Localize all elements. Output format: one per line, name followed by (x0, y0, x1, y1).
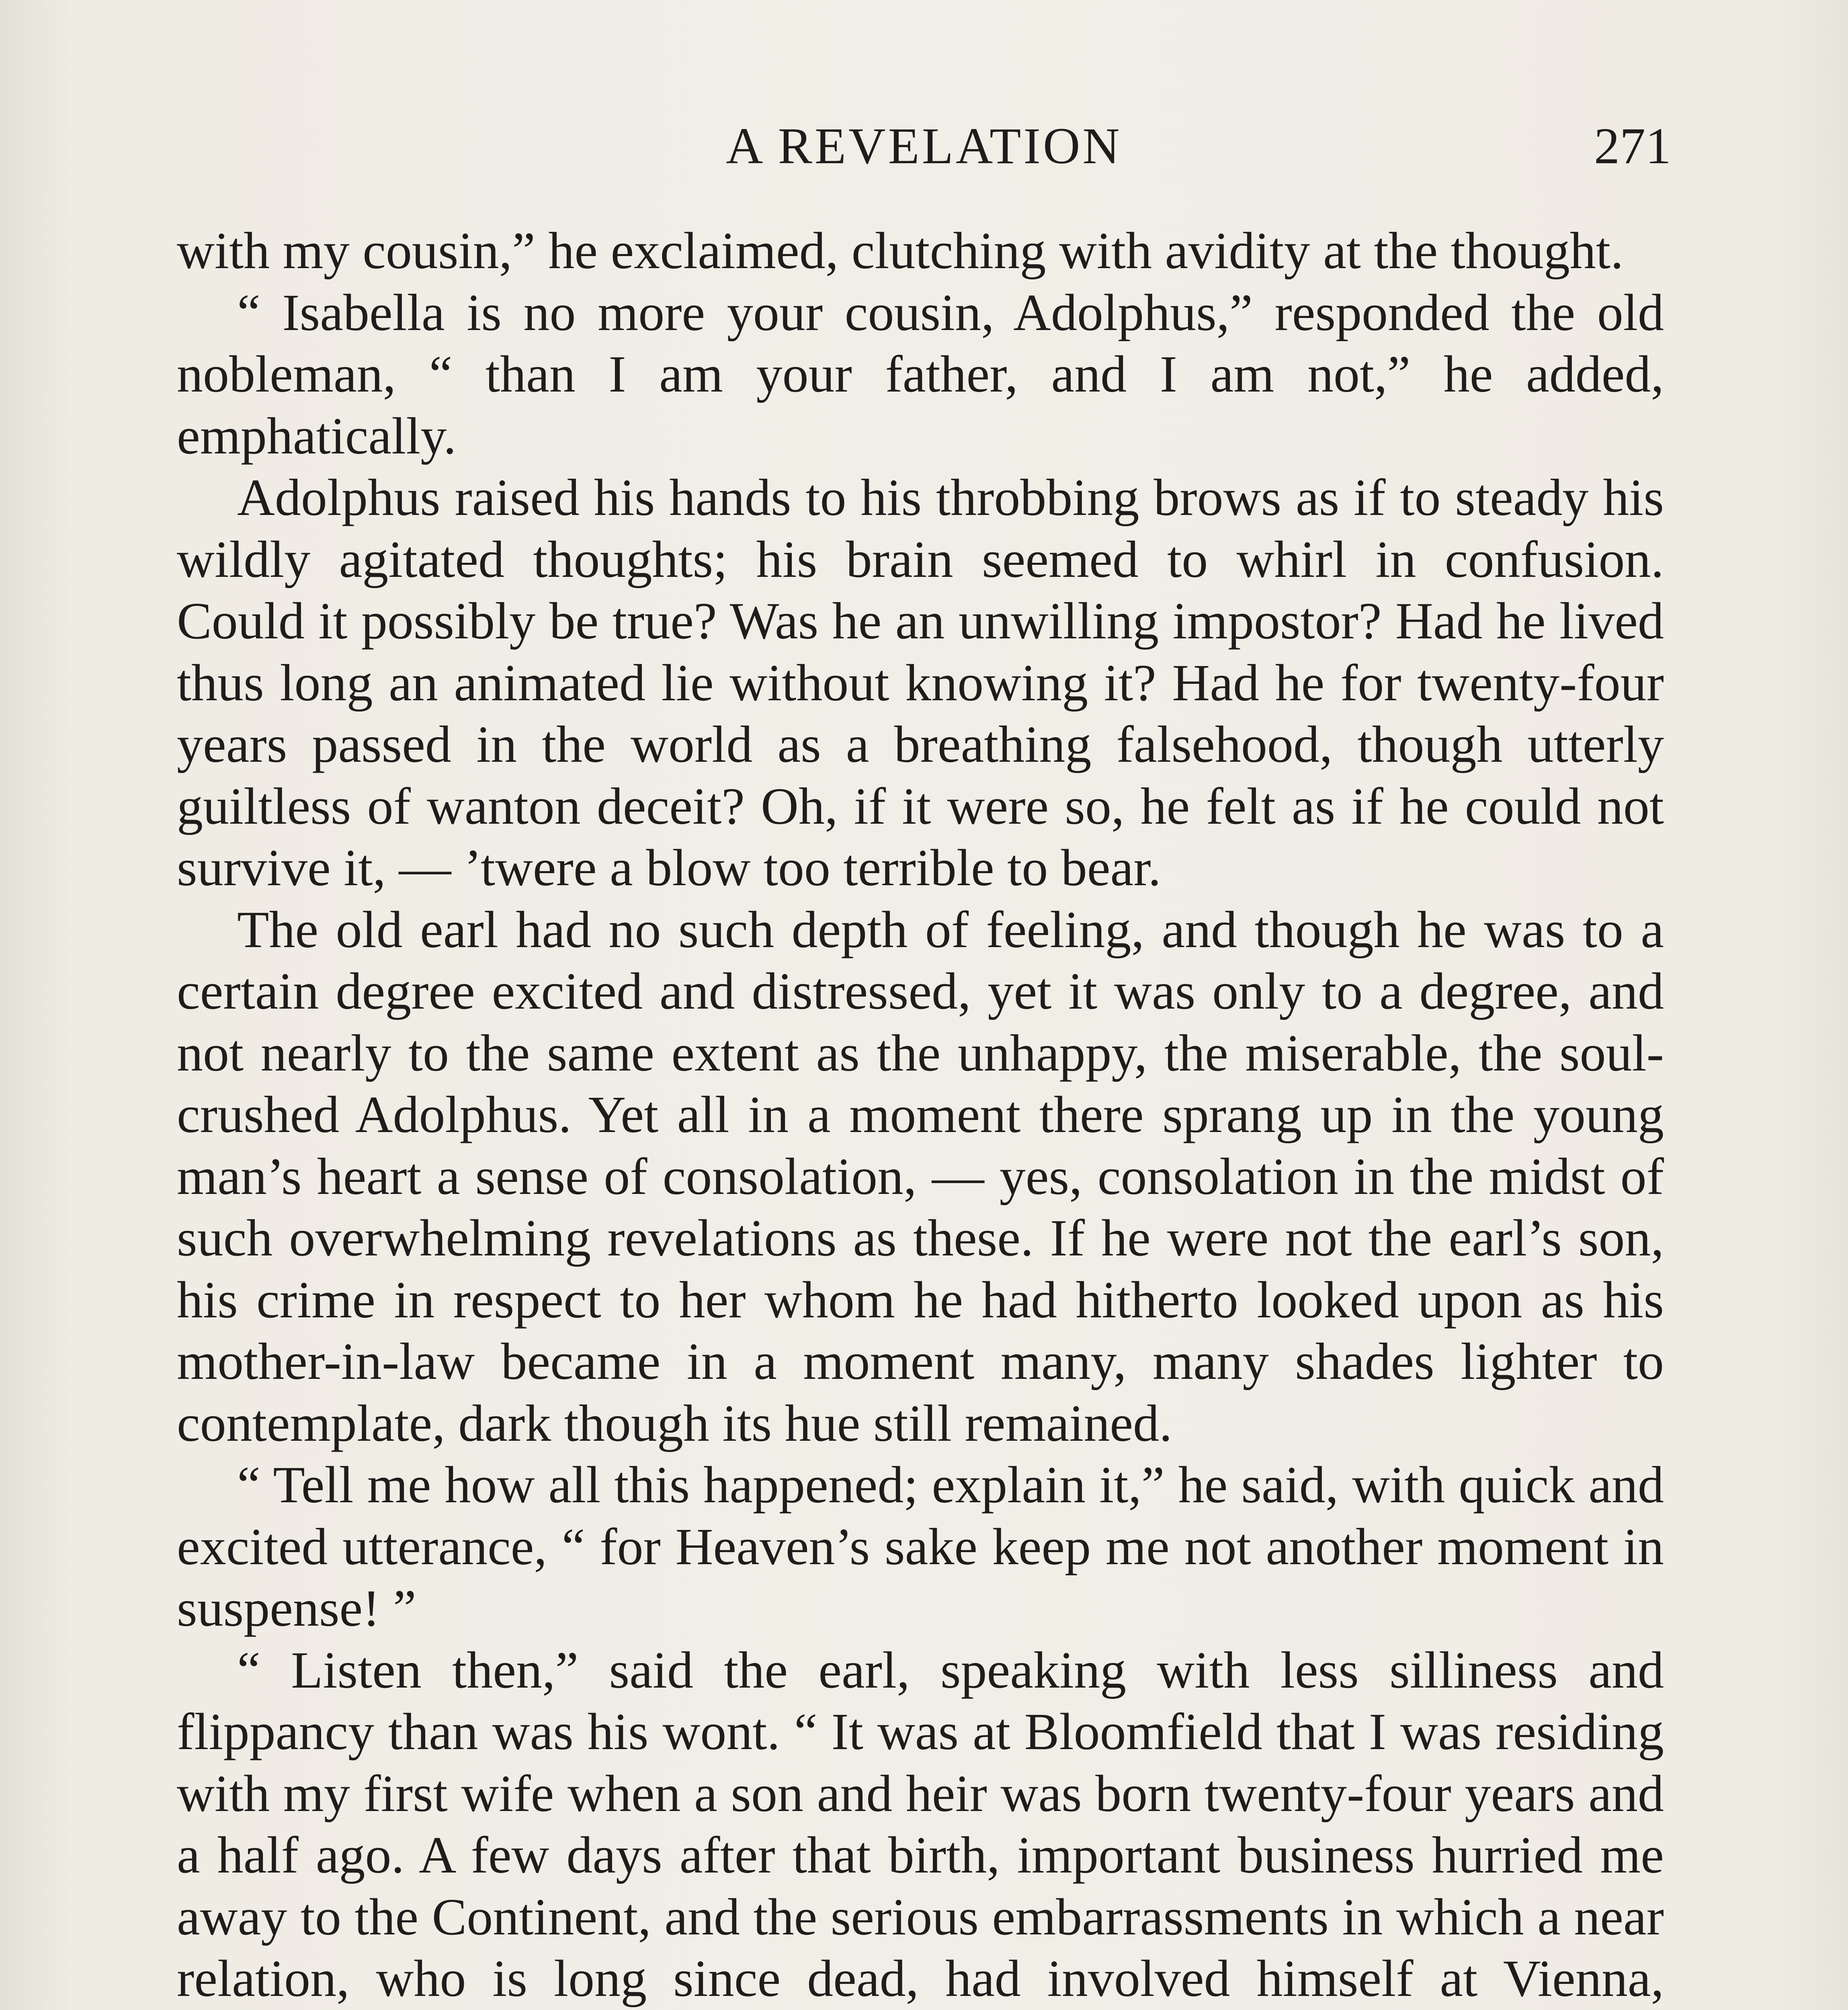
paragraph-3: Adolphus raised his hands to his throbbing brows as if to steady his wildly agitated thoughts; his brain seemed to whirl in confusion. Could it possibly be true? Was he an unwilling impostor? Had he lived thus long an animated lie without knowing it? Had he for twenty-four years passed in the world as a breathing falsehood, though utterly guiltless of wanton deceit? Oh, if it were so, he felt as if he could not survive it, — ’twere a blow too terrible to bear. (177, 469, 1664, 897)
paragraph-2: “ Isabella is no more your cousin, Adolphus,” responded the old nobleman, “ than I am your father, and I am not,” he added, emphatically. (177, 283, 1664, 465)
body-text (177, 220, 1664, 2010)
running-title: A REVELATION (726, 117, 1122, 174)
paragraph-1: with my cousin,” he exclaimed, clutching with avidity at the thought. (177, 222, 1624, 280)
paragraph-6: “ Listen then,” said the earl, speaking with less silliness and flippancy than was his wont. “ It was at Bloomfield that I was residing with my first wife when a son and heir was born twenty-four years and a half ago. A few days after that birth, important business hurried me away to the Continent, and the serious embarrassments in which a near relation, who is long since dead, had involved himself at Vienna, (177, 1641, 1664, 2008)
page-number: 271 (1594, 117, 1671, 174)
paragraph-4: The old earl had no such depth of feeling, and though he was to a certain degree excited and distressed, yet it was only to a degree, and not nearly to the same extent as the unhappy, the miserable, the soul-crushed Adolphus. Yet all in a moment there sprang up in the young man’s heart a sense of consolation, — yes, consolation in the midst of such overwhelming revelations as these. If he were not the earl’s son, his crime in respect to her whom he had hitherto looked upon as his mother-in-law became in a moment many, many shades lighter to contemplate, dark though its hue still remained. (177, 900, 1664, 1452)
paragraph-5: “ Tell me how all this happened; explain it,” he said, with quick and excited utterance, “ for Heaven’s sake keep me not another moment in suspense! ” (177, 1456, 1664, 1637)
running-head (177, 112, 1671, 180)
